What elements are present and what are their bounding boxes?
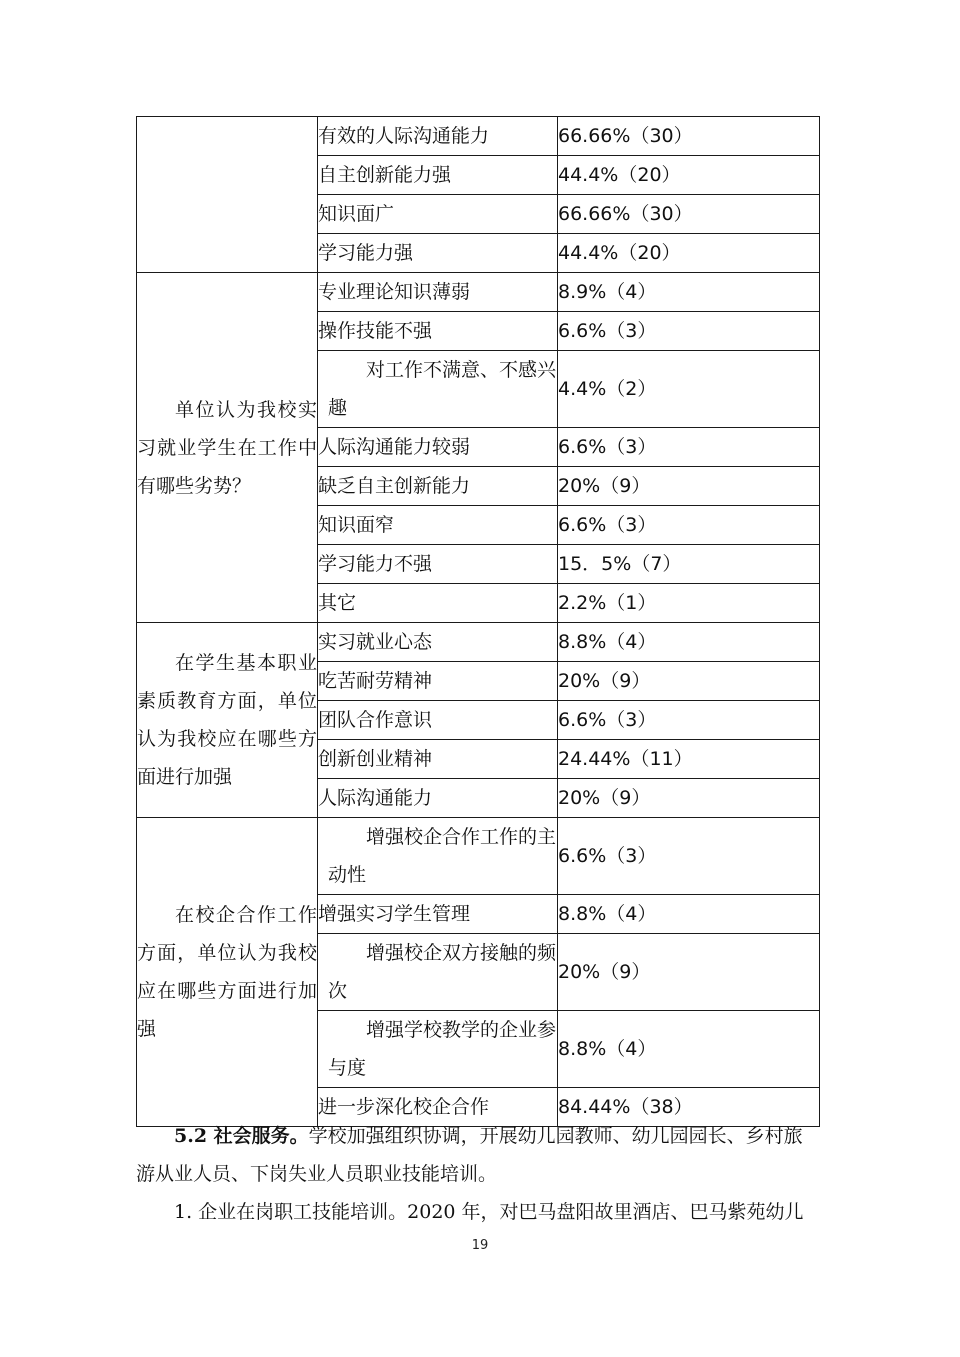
value-cell: 6.6%（3）	[558, 818, 820, 895]
value-cell: 84.44%（38）	[558, 1088, 820, 1127]
paragraph-text: 学校加强组织协调，开展幼儿园教师、幼儿园园长、乡村旅游从业人员、下岗失业人员职业技能培训。	[136, 1125, 803, 1185]
option-cell: 缺乏自主创新能力	[318, 467, 558, 506]
option-cell: 实习就业心态	[318, 623, 558, 662]
option-cell: 吃苦耐劳精神	[318, 662, 558, 701]
value-cell: 24.44%（11）	[558, 740, 820, 779]
value-cell: 44.4%（20）	[558, 156, 820, 195]
value-cell: 20%（9）	[558, 662, 820, 701]
option-cell: 增强实习学生管理	[318, 895, 558, 934]
table-row	[137, 818, 820, 895]
option-cell: 其它	[318, 584, 558, 623]
value-cell: 66.66%（30）	[558, 195, 820, 234]
paragraph-text: 1. 企业在岗职工技能培训。2020 年，对巴马盘阳故里酒店、巴马紫苑幼儿	[174, 1201, 804, 1223]
option-cell: 专业理论知识薄弱	[318, 273, 558, 312]
value-cell: 44.4%（20）	[558, 234, 820, 273]
social-service-paragraph	[136, 1117, 819, 1193]
option-cell: 团队合作意识	[318, 701, 558, 740]
value-cell: 20%（9）	[558, 934, 820, 1011]
section-heading: 5.2 社会服务。	[174, 1125, 309, 1147]
question-cell: 在校企合作工作方面，单位认为我校应在哪些方面进行加强	[137, 818, 318, 1127]
option-cell: 学习能力强	[318, 234, 558, 273]
option-cell: 增强学校教学的企业参与度	[318, 1011, 558, 1088]
option-cell: 创新创业精神	[318, 740, 558, 779]
question-cell: 在学生基本职业素质教育方面，单位认为我校应在哪些方面进行加强	[137, 623, 318, 818]
table-row	[137, 273, 820, 312]
question-cell: 单位认为我校实习就业学生在工作中有哪些劣势？	[137, 273, 318, 623]
value-cell: 6.6%（3）	[558, 701, 820, 740]
value-cell: 8.9%（4）	[558, 273, 820, 312]
option-cell: 学习能力不强	[318, 545, 558, 584]
option-cell: 人际沟通能力	[318, 779, 558, 818]
option-cell: 知识面广	[318, 195, 558, 234]
option-cell: 增强校企双方接触的频次	[318, 934, 558, 1011]
training-paragraph	[136, 1193, 819, 1231]
option-cell: 有效的人际沟通能力	[318, 117, 558, 156]
value-cell: 20%（9）	[558, 779, 820, 818]
option-cell: 知识面窄	[318, 506, 558, 545]
table-row	[137, 623, 820, 662]
value-cell: 8.8%（4）	[558, 623, 820, 662]
value-cell: 6.6%（3）	[558, 506, 820, 545]
table-row	[137, 117, 820, 156]
option-cell: 操作技能不强	[318, 312, 558, 351]
option-cell: 进一步深化校企合作	[318, 1088, 558, 1127]
value-cell: 20%（9）	[558, 467, 820, 506]
value-cell: 6.6%（3）	[558, 312, 820, 351]
value-cell: 8.8%（4）	[558, 1011, 820, 1088]
question-cell-empty	[137, 117, 318, 273]
survey-results-table	[136, 116, 820, 1127]
value-cell: 2.2%（1）	[558, 584, 820, 623]
page-number: 19	[471, 1238, 489, 1253]
option-cell: 增强校企合作工作的主动性	[318, 818, 558, 895]
value-cell: 15．5%（7）	[558, 545, 820, 584]
value-cell: 6.6%（3）	[558, 428, 820, 467]
value-cell: 8.8%（4）	[558, 895, 820, 934]
option-cell: 自主创新能力强	[318, 156, 558, 195]
value-cell: 66.66%（30）	[558, 117, 820, 156]
option-cell: 人际沟通能力较弱	[318, 428, 558, 467]
option-cell: 对工作不满意、不感兴趣	[318, 351, 558, 428]
value-cell: 4.4%（2）	[558, 351, 820, 428]
